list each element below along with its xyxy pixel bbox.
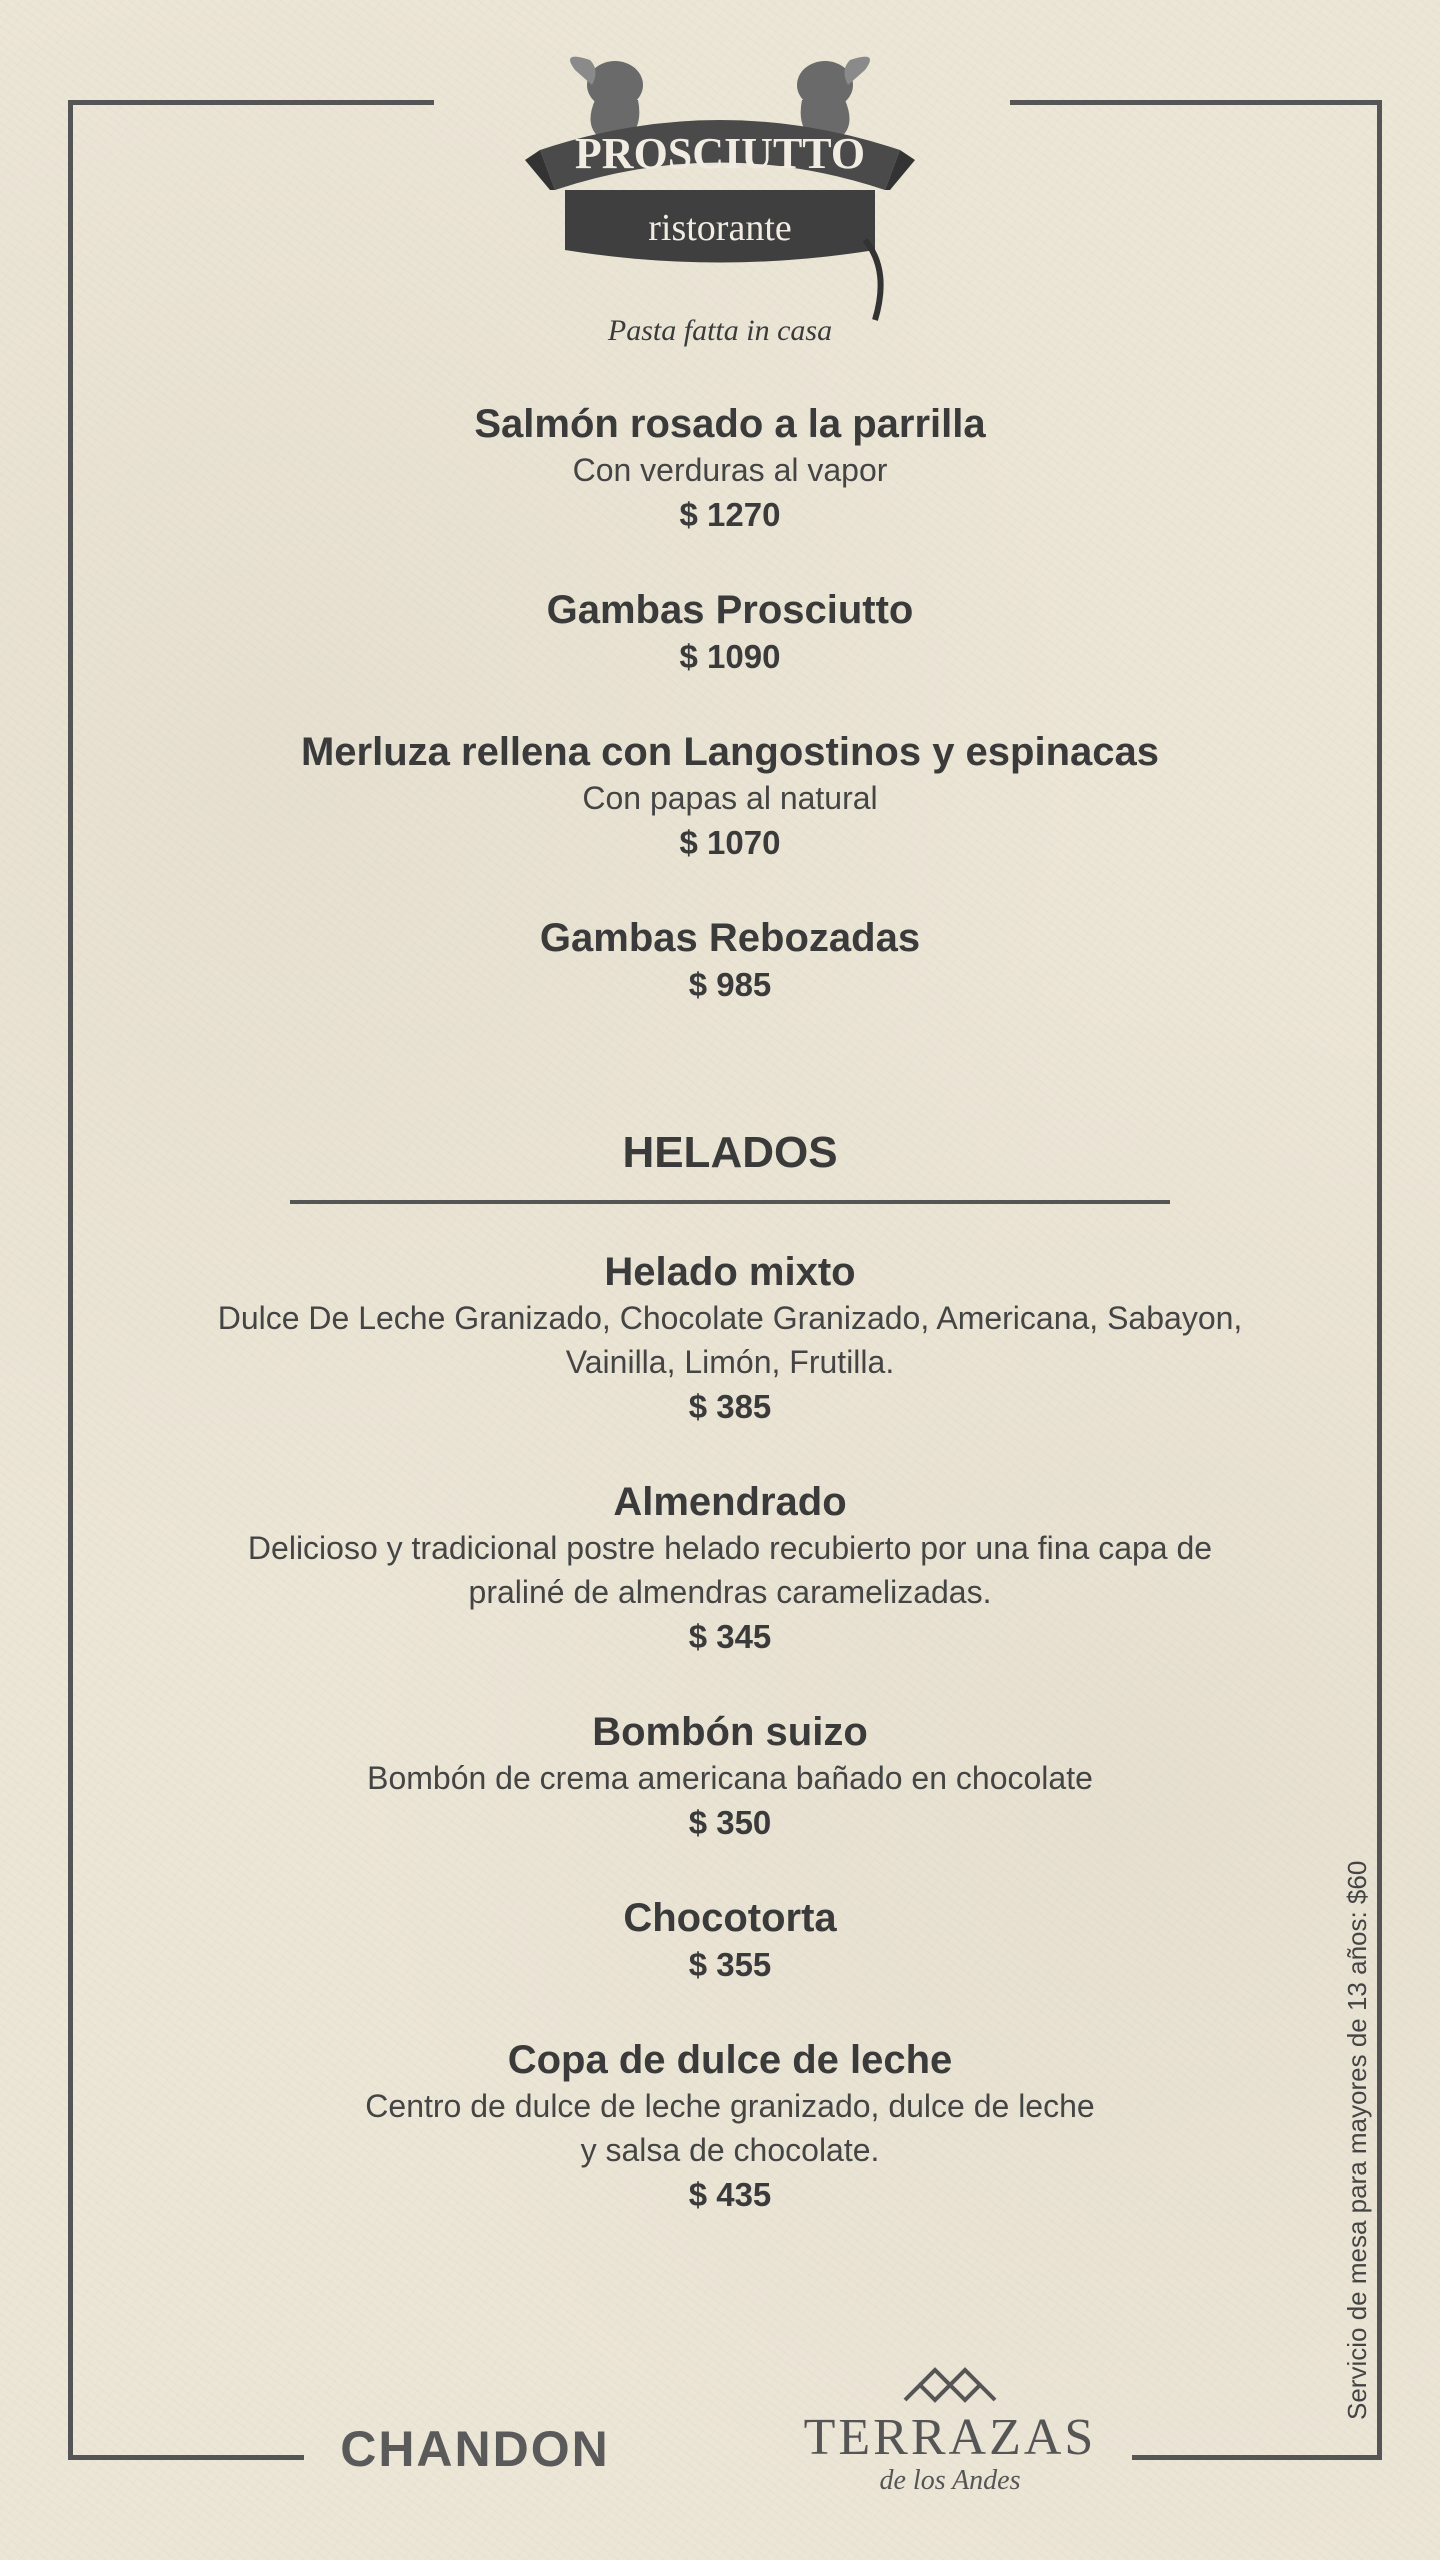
item-price: $ 355 (688, 1946, 772, 1983)
item-name: Bombón suizo (592, 1710, 868, 1754)
menu-content (200, 400, 1260, 2266)
frame-right (1377, 100, 1382, 2460)
item-name: Copa de dulce de leche (507, 2038, 953, 2082)
item-desc: Con papas al natural (582, 780, 878, 816)
frame-top-right (1010, 100, 1382, 105)
menu-item (200, 400, 1260, 538)
terrazas-sub: de los Andes (879, 2465, 1021, 2496)
section-title-helados: HELADOS (622, 1128, 838, 1177)
item-name: Almendrado (613, 1480, 847, 1524)
menu-item (200, 1708, 1260, 1846)
item-desc: Dulce De Leche Granizado, Chocolate Granizado, Americana, Sabayon, (217, 1300, 1243, 1336)
item-price: $ 1270 (679, 496, 781, 533)
side-note: Servicio de mesa para mayores de 13 años: $60 (1342, 1860, 1372, 2420)
item-name: Chocotorta (623, 1896, 837, 1940)
item-desc: y salsa de chocolate. (580, 2132, 880, 2168)
frame-left (68, 100, 73, 2460)
item-price: $ 435 (688, 2176, 772, 2213)
menu-item (200, 914, 1260, 1008)
item-price: $ 345 (688, 1618, 772, 1655)
restaurant-logo (520, 40, 920, 360)
item-price: $ 1090 (679, 638, 781, 675)
item-price: $ 385 (688, 1388, 772, 1425)
svg-text:PROSCIUTTO: PROSCIUTTO (574, 129, 866, 178)
section-divider (290, 1200, 1170, 1204)
item-desc: praliné de almendras caramelizadas. (468, 1574, 992, 1610)
menu-item (200, 728, 1260, 866)
menu-item (200, 1478, 1260, 1660)
menu-item (200, 1894, 1260, 1988)
item-desc: Delicioso y tradicional postre helado recubierto por una fina capa de (247, 1530, 1213, 1566)
terrazas-logo (790, 2360, 1110, 2496)
menu-item (200, 2036, 1260, 2218)
item-price: $ 985 (688, 966, 772, 1003)
item-desc: Bombón de crema americana bañado en chocolate (367, 1760, 1093, 1796)
item-name: Salmón rosado a la parrilla (474, 402, 986, 446)
item-desc: Con verduras al vapor (572, 452, 888, 488)
frame-top-left (68, 100, 434, 105)
menu-item (200, 1248, 1260, 1430)
item-price: $ 350 (688, 1804, 772, 1841)
frame-bottom-right (1132, 2455, 1382, 2460)
item-name: Gambas Rebozadas (539, 916, 921, 960)
chandon-logo: CHANDON (340, 2421, 610, 2477)
terrazas-mountain-icon (900, 2360, 1000, 2410)
item-price: $ 1070 (679, 824, 781, 861)
svg-text:ristorante: ristorante (648, 207, 792, 249)
item-desc: Centro de dulce de leche granizado, dulce de leche (365, 2088, 1095, 2124)
menu-item (200, 586, 1260, 680)
terrazas-name: TERRAZAS (803, 2409, 1097, 2466)
item-name: Merluza rellena con Langostinos y espinacas (300, 730, 1160, 774)
item-name: Gambas Prosciutto (546, 588, 914, 632)
logo-banner-icon (520, 40, 920, 360)
svg-text:Pasta fatta in casa: Pasta fatta in casa (607, 314, 833, 347)
item-name: Helado mixto (604, 1250, 856, 1294)
frame-bottom-left (68, 2455, 304, 2460)
item-desc: Vainilla, Limón, Frutilla. (565, 1344, 895, 1380)
